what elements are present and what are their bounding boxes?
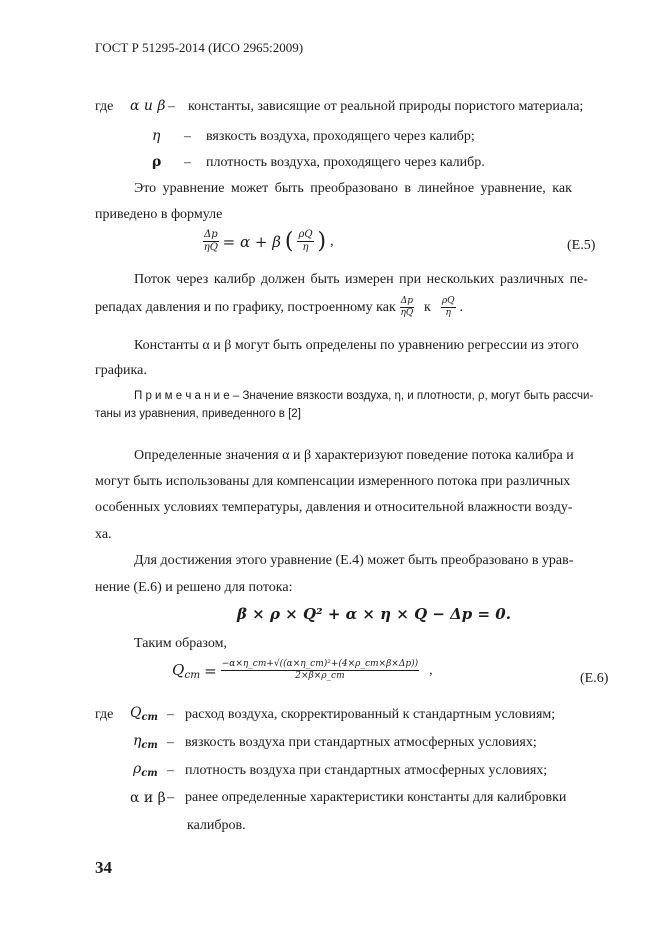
note-line (134, 390, 593, 402)
paragraph-line (134, 181, 628, 197)
paragraph-text: к (424, 299, 431, 315)
paragraph-line: Константы α и β могут быть определены по уравнению регрессии из этого (134, 338, 579, 353)
denominator: ηQ (203, 242, 218, 253)
numerator: ρQ (298, 229, 313, 240)
paragraph-line: графика. (95, 363, 147, 378)
dash: – (167, 735, 174, 750)
document-header: ГОСТ Р 51295-2014 (ИСО 2965:2009) (95, 40, 304, 55)
paragraph-text: репадах давления и по графику, построенному как (95, 299, 396, 315)
paragraph-line (134, 272, 628, 288)
denominator: ηQ (400, 308, 414, 318)
dash: – (184, 129, 191, 144)
q-st-definition: расход воздуха, скорректированный к стандартным условиям; (185, 707, 556, 722)
fraction (203, 230, 219, 253)
dash: – (167, 707, 174, 722)
note-label: П р и м е ч а н и е (134, 390, 230, 402)
equation-middle: = α + β (222, 232, 281, 251)
alpha-beta-definition-cont: калибров. (187, 818, 246, 833)
rho-st-symbol (133, 761, 158, 779)
denominator: η (302, 242, 309, 253)
eta-st-definition: вязкость воздуха при стандартных атмосферных условиях; (185, 735, 537, 750)
paragraph-line: Таким образом, (134, 636, 227, 651)
eta-st-symbol (133, 733, 158, 751)
dash: – (167, 790, 174, 805)
alpha-beta-symbol: α и β (130, 98, 166, 114)
paragraph-line: могут быть использованы для компенсации измеренного потока при различных (95, 474, 571, 489)
symbol: η (133, 733, 142, 749)
dash: – (168, 99, 175, 114)
equals-sign: = (204, 661, 217, 680)
fraction (297, 230, 313, 253)
dash: – (167, 763, 174, 778)
paragraph-line: ха. (95, 527, 112, 542)
page-number: 34 (95, 858, 112, 877)
subscript: cm (184, 668, 201, 681)
right-paren: ) (317, 228, 327, 254)
paragraph-line: Определенные значения α и β характеризуют поведение потока калибра и (134, 448, 574, 463)
q-symbol: Q (172, 660, 185, 679)
symbol: Q (130, 705, 142, 721)
left-paren: ( (284, 228, 294, 254)
note-line: таны из уравнения, приведенного в [2] (95, 408, 301, 420)
denominator: η (445, 308, 451, 318)
paragraph-line: особенных условиях температуры, давления и относительной влажности возду- (95, 500, 573, 515)
paragraph-line: приведено в формуле (95, 207, 223, 222)
symbol: ρ (133, 761, 142, 777)
where-label: где (95, 707, 114, 722)
paragraph-text: . (459, 299, 464, 315)
paragraph-line: Для достижения этого уравнение (E.4) может быть преобразовано в урав- (134, 553, 574, 568)
alpha-beta-definition: ранее определенные характеристики константы для калибровки (185, 790, 567, 805)
subscript: ст (141, 740, 158, 751)
paragraph-text: Поток через калибр должен быть измерен при нескольких различных пе- (134, 272, 588, 287)
equation-comma: , (330, 233, 334, 249)
eta-definition: вязкость воздуха, проходящего через калибр; (206, 129, 475, 144)
equation-e5 (203, 230, 334, 253)
fraction (400, 297, 414, 318)
q-st-symbol (130, 705, 158, 723)
eta-symbol: η (152, 128, 161, 144)
equation-e6 (172, 660, 433, 681)
subscript: ст (141, 768, 158, 779)
paragraph-text: Это уравнение может быть преобразовано в линейное уравнение, как (134, 181, 572, 196)
numerator: −α×η_cm+√((α×η_cm)²+(4×ρ_cm×β×Δp)) (221, 659, 419, 669)
numerator: ρQ (441, 296, 455, 306)
paragraph-line: нение (E.6) и решено для потока: (95, 580, 293, 595)
equation-comma: , (429, 662, 433, 678)
rho-definition: плотность воздуха, проходящего через калибр. (206, 155, 485, 170)
alpha-beta-definition: константы, зависящие от реальной природы пористого материала; (188, 99, 584, 114)
rho-st-definition: плотность воздуха при стандартных атмосферных условиях; (185, 763, 548, 778)
flow-equation: β × ρ × Q² + α × η × Q − Δp = 0. (237, 605, 511, 623)
numerator: Δp (400, 296, 414, 306)
equation-number: (E.5) (567, 238, 596, 253)
where-label: где (95, 99, 114, 114)
subscript: ст (141, 712, 158, 723)
equation-number: (E.6) (580, 671, 609, 686)
rho-symbol: ρ (152, 154, 162, 170)
fraction (441, 297, 456, 318)
equation-lhs (172, 661, 200, 681)
paragraph-line (95, 297, 463, 318)
alpha-beta-symbol: α и β (130, 790, 166, 806)
numerator: Δp (204, 229, 218, 240)
denominator: 2×β×ρ_cm (295, 671, 345, 681)
note-text: – Значение вязкости воздуха, η, и плотности, ρ, могут быть рассчи- (229, 390, 594, 402)
dash: – (184, 155, 191, 170)
fraction (221, 660, 419, 681)
